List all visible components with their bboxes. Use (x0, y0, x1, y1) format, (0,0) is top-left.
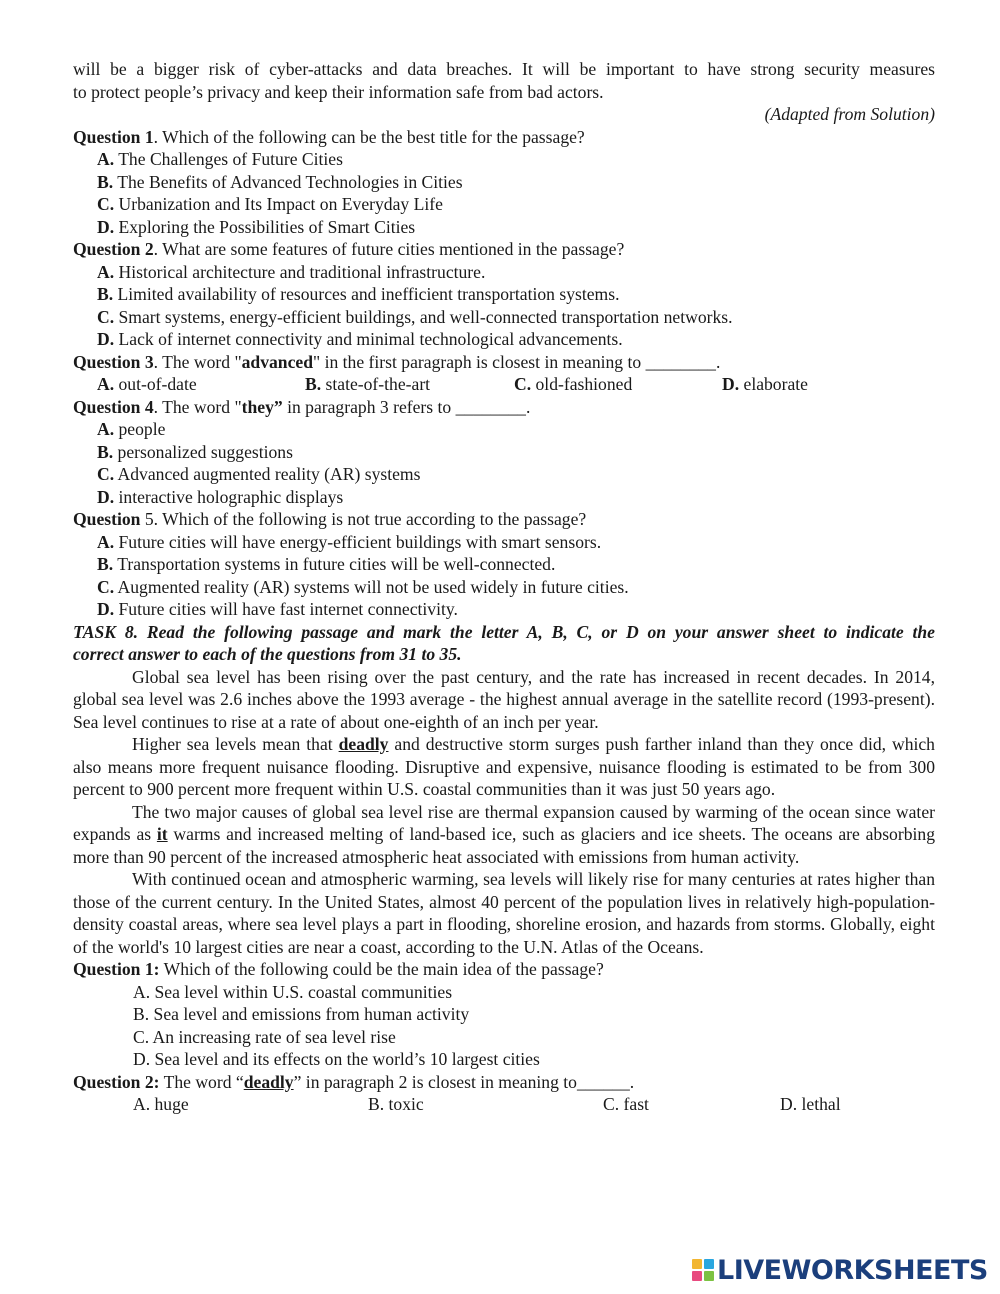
passage-paragraph-4: With continued ocean and atmospheric warming, sea levels will likely rise for many centuries at rates higher than those of the current century. In the United States, almost 40 percent of the population lives in relatively high-population-density coastal areas, where sea level plays a part in flooding, shoreline erosion, and hazards from storms. Globally, eight of the world's 10 largest cities are near a coast, according to the U.N. Atlas of the Oceans. (73, 869, 935, 957)
option-c[interactable]: C. An increasing rate of sea level rise (133, 1026, 396, 1047)
logo-block (704, 1259, 714, 1269)
question-4: Question 4. The word "they” in paragraph 3 refers to ________. (73, 396, 531, 417)
option-d[interactable]: D. Lack of internet connectivity and minimal technological advancements. (97, 329, 623, 349)
option-d[interactable]: D. Sea level and its effects on the world’s 10 largest cities (133, 1049, 540, 1069)
source-credit: (Adapted from Solution) (764, 104, 935, 124)
logo-icon (692, 1259, 714, 1281)
question-5: Question 5. Which of the following is not true according to the passage? (73, 509, 587, 529)
option-c[interactable]: C. fast (603, 1094, 649, 1114)
option-b[interactable]: B. The Benefits of Advanced Technologies in Cities (97, 171, 463, 192)
liveworksheets-logo (692, 1256, 988, 1284)
worksheet-page (73, 58, 935, 1116)
task-heading: TASK 8. Read the following passage and mark the letter A, B, C, or D on your answer sheet to indicate the (73, 621, 935, 642)
question-1: Question 1: Which of the following could be the main idea of the passage? (73, 959, 604, 979)
option-d[interactable]: D. lethal (780, 1094, 841, 1114)
question-1: Question 1. Which of the following can be the best title for the passage? (73, 126, 585, 147)
option-a[interactable]: A. Future cities will have energy-efficient buildings with smart sensors. (97, 531, 602, 552)
task-heading: correct answer to each of the questions from 31 to 35. (73, 644, 462, 664)
option-b[interactable]: B. personalized suggestions (97, 441, 293, 462)
option-a[interactable]: A. Historical architecture and traditional infrastructure. (97, 261, 486, 282)
option-c[interactable]: C. Advanced augmented reality (AR) systems (97, 464, 421, 484)
option-d[interactable]: D. elaborate (722, 374, 808, 394)
logo-block (704, 1271, 714, 1281)
intro-line: will be a bigger risk of cyber-attacks and data breaches. It will be important to have strong security measures (73, 59, 935, 79)
option-d[interactable]: D. interactive holographic displays (97, 486, 344, 507)
option-b[interactable]: B. Transportation systems in future cities will be well-connected. (97, 554, 556, 574)
question-3: Question 3. The word "advanced" in the first paragraph is closest in meaning to ________. (73, 351, 721, 372)
option-c[interactable]: C. Urbanization and Its Impact on Everyday Life (97, 194, 443, 214)
logo-block (692, 1259, 702, 1269)
options-row (73, 1093, 935, 1116)
option-b[interactable]: B. Sea level and emissions from human activity (133, 1004, 470, 1024)
option-a[interactable]: A. people (97, 419, 166, 439)
logo-block (692, 1271, 702, 1281)
passage-paragraph-2: Higher sea levels mean that deadly and destructive storm surges push farther inland than they once did, which also means more frequent nuisance flooding. Disruptive and expensive, nuisance flooding is estimated to be from 300 percent to 900 percent more frequent within U.S. coastal communities than it was just 50 years ago. (73, 734, 935, 799)
option-a[interactable]: A. huge (133, 1094, 189, 1114)
logo-text: LIVEWORKSHEETS (717, 1254, 988, 1286)
option-c[interactable]: C. Smart systems, energy-efficient buildings, and well-connected transportation networks. (97, 306, 733, 327)
passage-paragraph-3: The two major causes of global sea level rise are thermal expansion caused by warming of the ocean since water expands as it warms and increased melting of land-based ice, such as glaciers and ice sheets. The oceans are absorbing more than 90 percent of the increased atmospheric heat associated with emissions from human activity. (73, 801, 935, 867)
option-a[interactable]: A. out-of-date (97, 374, 197, 394)
option-c[interactable]: C. old-fashioned (514, 374, 633, 394)
option-a[interactable]: A. The Challenges of Future Cities (97, 149, 343, 169)
intro-line: to protect people’s privacy and keep their information safe from bad actors. (73, 81, 604, 102)
option-d[interactable]: D. Future cities will have fast internet connectivity. (97, 599, 458, 619)
options-row (73, 373, 935, 396)
option-a[interactable]: A. Sea level within U.S. coastal communities (133, 981, 453, 1002)
question-2: Question 2: The word “deadly” in paragraph 2 is closest in meaning to______. (73, 1071, 635, 1092)
option-d[interactable]: D. Exploring the Possibilities of Smart Cities (97, 216, 416, 237)
option-c[interactable]: C. Augmented reality (AR) systems will not be used widely in future cities. (97, 576, 629, 597)
passage-paragraph-1: Global sea level has been rising over the past century, and the rate has increased in recent decades. In 2014, global sea level was 2.6 inches above the 1993 average - the highest annual average in the satellite record (1993-present). Sea level continues to rise at a rate of about one-eighth of an inch per year. (73, 666, 935, 732)
option-b[interactable]: B. Limited availability of resources and inefficient transportation systems. (97, 284, 620, 304)
option-b[interactable]: B. toxic (368, 1094, 424, 1114)
question-2: Question 2. What are some features of future cities mentioned in the passage? (73, 239, 625, 259)
option-b[interactable]: B. state-of-the-art (305, 374, 431, 394)
